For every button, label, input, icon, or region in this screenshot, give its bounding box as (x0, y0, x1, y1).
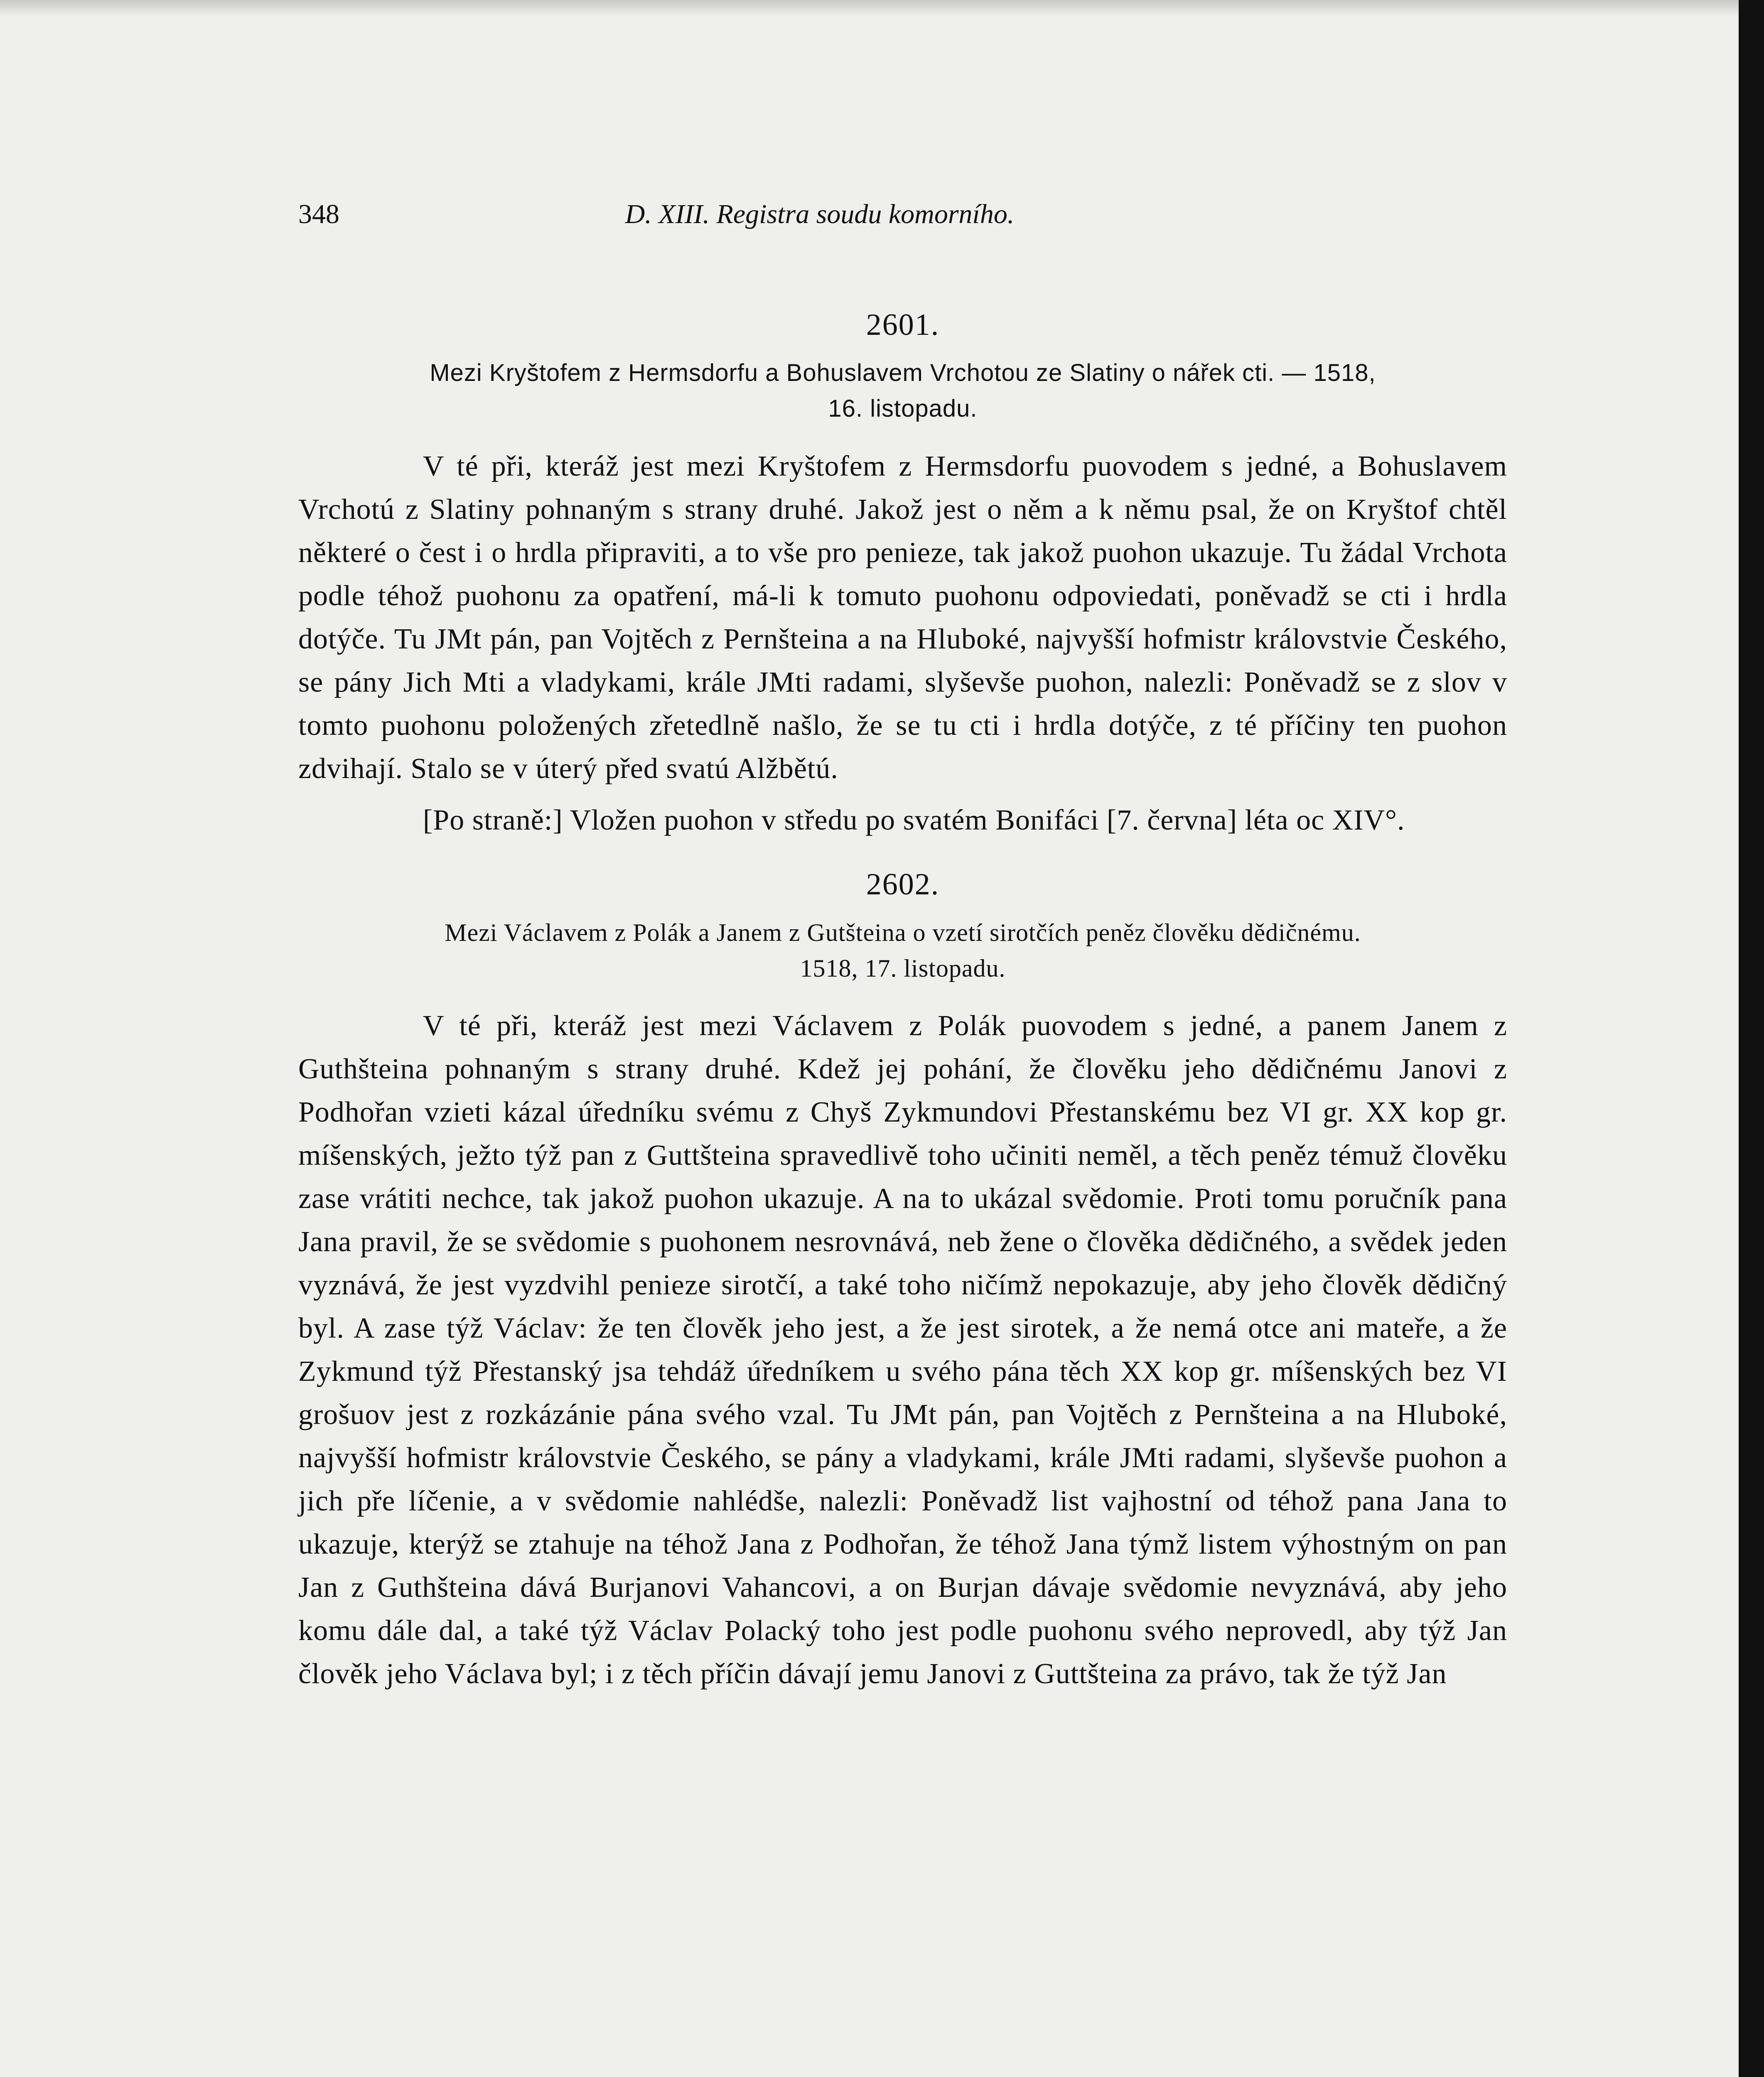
entry-number: 2602. (866, 867, 940, 901)
entry-text: V té při, kteráž jest mezi Václavem z Polák puovodem s jedné, a panem Janem z Guthšteina pohnaným s strany druhé. Kdež jej pohání, že člověku jeho dědičnému Janovi z Podhořan vzieti kázal úředníku svému z Chyš Zykmundovi Přestanskému bez VI gr. XX kop gr. míšenských, ježto týž pan z Guttšteina spravedlivě toho učiniti neměl, a těch peněz témuž člověku zase vrátiti nechce, tak jakož puohon ukazuje. A na to ukázal svědomie. Proti tomu poručník pana Jana pravil, že se svědomie s puohonem nesrovnává, neb žene o člověka dědičného, a svědek jeden vyznává, že jest vyzdvihl penieze sirotčí, a také toho ničímž nepokazuje, aby jeho člověk dědičný byl. A zase týž Václav: že ten člověk jeho jest, a že jest sirotek, a že nemá otce ani mateře, a že Zykmund týž Přestanský jsa tehdáž úředníkem u svého pána těch XX kop gr. míšenských bez VI grošuov jest z rozkázánie pána svého vzal. Tu JMt pán, pan Vojtěch z Pernšteina a na Hluboké, najvyšší hofmistr královstvie Českého, se pány a vladykami, krále JMti radami, slyševše puohon a jich pře líčenie, a v svědomie nahlédše, nalezli: Poněvadž list vajhostní od téhož pana Jana to ukazuje, kterýž se ztahuje na téhož Jana z Podhořan, že téhož Jana týmž listem výhostným on pan Jan z Guthšteina dává Burjanovi Vahancovi, a on Burjan dávaje svědomie nevyznává, aby jeho komu dále dal, a také týž Václav Polacký toho jest podle puohonu svého neprovedl, aby týž Jan člověk jeho Václava byl; i z těch příčin dávají jemu Janovi z Guttšteina za právo, tak že týž Jan (298, 1010, 1507, 1690)
entry-text: V té při, kteráž jest mezi Kryštofem z Hermsdorfu puovodem s jedné, a Bohuslavem Vrchotú z Slatiny pohnaným s strany druhé. Jakož jest o něm a k němu psal, že on Kryštof chtěl některé o čest i o hrdla připraviti, a to vše pro penieze, tak jakož puohon ukazuje. Tu žádal Vrchota podle téhož puohonu za opatření, má-li k tomuto puohonu odpoviedati, poněvadž se cti i hrdla dotýče. Tu JMt pán, pan Vojtěch z Pernšteina a na Hluboké, najvyšší hofmistr královstvie Českého, se pány Jich Mti a vladykami, krále JMti radami, slyševše puohon, nalezli: Poněvadž se z slov v tomto puohonu položených zřetedlně našlo, že se tu cti i hrdla dotýče, z té příčiny ten puohon zdvihají. Stalo se v úterý před svatú Alžbětú. (298, 450, 1507, 785)
entry-number: 2601. (866, 308, 940, 342)
page-content (298, 307, 1507, 1696)
summary-line-2: 16. listopadu. (828, 395, 978, 422)
side-note: [Po straně:] Vložen puohon v středu po svatém Bonifáci [7. června] léta oc XIV°. (423, 804, 1405, 836)
entry-summary (298, 915, 1507, 986)
entry-2601 (298, 307, 1507, 842)
entry-2602 (298, 867, 1507, 1696)
summary-line-1: Mezi Kryštofem z Hermsdorfu a Bohuslavem Vrchotou ze Slatiny o nářek cti. — 1518, (430, 359, 1376, 386)
scan-top-edge (0, 0, 1739, 17)
entry-summary (298, 355, 1507, 427)
summary-line-2: 1518, 17. listopadu. (800, 955, 1006, 982)
page-number: 348 (298, 199, 339, 229)
running-title: D. XIII. Registra soudu komorního. (625, 199, 1015, 229)
page-header (298, 199, 1341, 244)
summary-line-1: Mezi Václavem z Polák a Janem z Gutšteina o vzetí sirotčích peněz člověku dědičnému. (445, 919, 1361, 946)
